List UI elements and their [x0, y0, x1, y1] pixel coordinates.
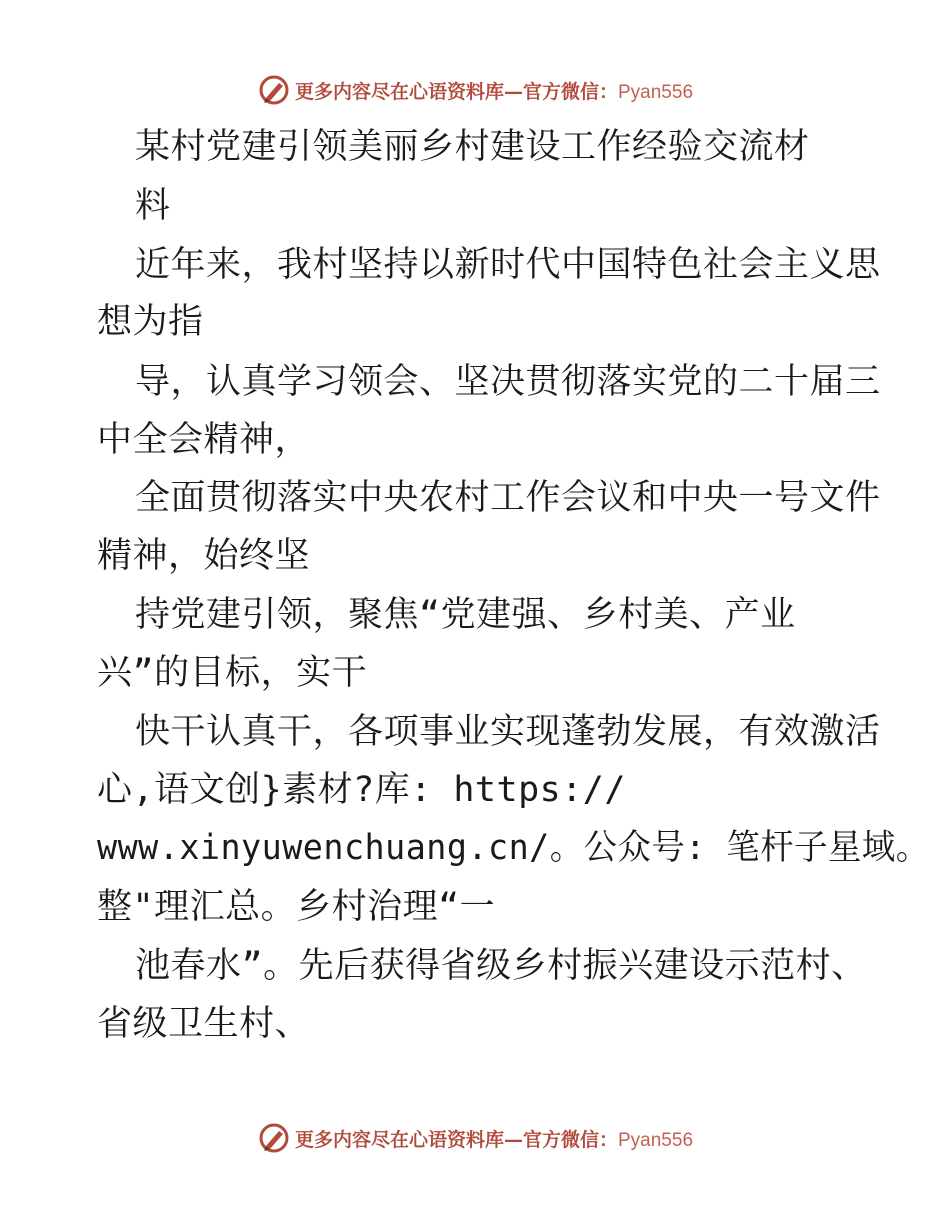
paragraph-line: 快干认真干，各项事业实现蓬勃发展，有效激活 — [135, 712, 881, 752]
document-title-line-2: 料 — [135, 186, 171, 226]
banner-text: 更多内容尽在心语资料库—官方微信：Pyan556 — [294, 1128, 694, 1151]
paragraph-line: 导，认真学习领会、坚决贯彻落实党的二十届三 — [135, 362, 881, 402]
paragraph-line: 省级卫生村、 — [97, 1004, 311, 1044]
banner-text: 更多内容尽在心语资料库—官方微信：Pyan556 — [294, 80, 694, 103]
header-banner — [0, 70, 950, 110]
wechat-id: Pyan556 — [618, 1129, 694, 1151]
paragraph-line: 兴”的目标，实干 — [97, 653, 368, 693]
pen-logo-icon — [257, 73, 291, 107]
paragraph-line: 池春水”。先后获得省级乡村振兴建设示范村、 — [135, 946, 867, 986]
paragraph-line: 想为指 — [97, 302, 204, 342]
paragraph-line: 持党建引领，聚焦“党建强、乡村美、产业 — [135, 595, 796, 635]
paragraph-line: 全面贯彻落实中央农村工作会议和中央一号文件 — [135, 478, 881, 518]
document-title-line-1: 某村党建引领美丽乡村建设工作经验交流材 — [135, 127, 810, 167]
paragraph-line: 精神，始终坚 — [97, 536, 311, 576]
paragraph-line: www.xinyuwenchuang.cn/。公众号: 笔杆子星域。 — [97, 828, 930, 868]
paragraph-line: 中全会精神， — [97, 420, 311, 460]
paragraph-line: 整"理汇总。乡村治理“一 — [97, 887, 496, 927]
paragraph-line: 近年来，我村坚持以新时代中国特色社会主义思 — [135, 245, 881, 285]
paragraph-line: 心,语文创}素材?库: https:// — [97, 770, 626, 810]
footer-banner — [0, 1118, 950, 1158]
pen-logo-icon — [257, 1121, 291, 1155]
wechat-id: Pyan556 — [618, 81, 694, 103]
